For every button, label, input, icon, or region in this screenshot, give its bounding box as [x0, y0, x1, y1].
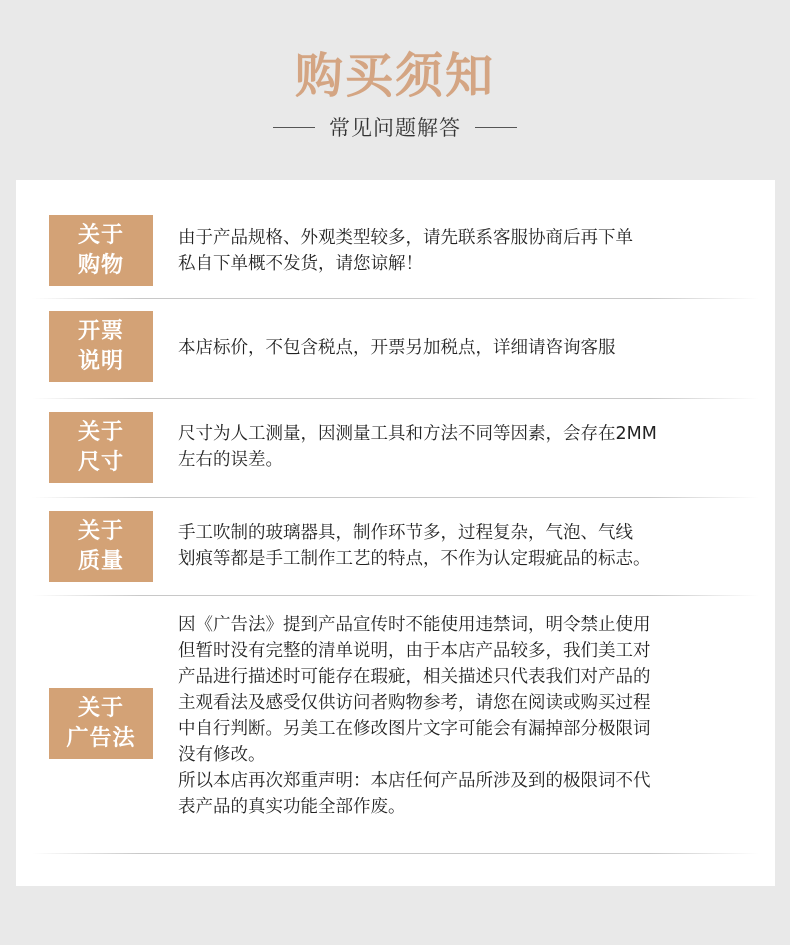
text-line: 尺寸为人工测量，因测量工具和方法不同等因素，会存在2MM [178, 424, 657, 444]
section-text-ad-law [178, 612, 763, 820]
badge-label-line2: 尺寸 [77, 449, 124, 475]
page-subtitle: 常见问题解答 [329, 116, 461, 140]
text-line: 因《广告法》提到产品宣传时不能使用违禁词，明令禁止使用 [178, 615, 651, 635]
subtitle-right-rule [475, 127, 517, 128]
badge-label-line2: 购物 [77, 252, 124, 278]
badge-label-line1: 关于 [77, 222, 124, 248]
section-divider [32, 398, 759, 399]
subtitle-left-rule [273, 127, 315, 128]
badge-label-line2: 质量 [77, 548, 124, 574]
text-line: 主观看法及感受仅供访问者购物参考，请您在阅读或购买过程 [178, 693, 651, 713]
text-line: 产品进行描述时可能存在瑕疵，相关描述只代表我们对产品的 [178, 667, 651, 687]
badge-size [49, 412, 153, 483]
section-divider [32, 853, 759, 854]
subtitle-row [0, 110, 790, 144]
badge-shopping [49, 215, 153, 286]
text-line: 中自行判断。另美工在修改图片文字可能会有漏掉部分极限词 [178, 719, 651, 739]
text-line: 本店标价，不包含税点，开票另加税点，详细请咨询客服 [178, 338, 616, 358]
text-line: 左右的误差。 [178, 450, 283, 470]
text-line: 手工吹制的玻璃器具，制作环节多，过程复杂，气泡、气线 [178, 523, 633, 543]
section-text-quality [178, 520, 763, 572]
text-line: 划痕等都是手工制作工艺的特点，不作为认定瑕疵品的标志。 [178, 549, 651, 569]
section-divider [32, 595, 759, 596]
section-text-invoice [178, 335, 763, 361]
badge-invoice [49, 311, 153, 382]
badge-quality [49, 511, 153, 582]
badge-label-line1: 开票 [77, 318, 124, 344]
badge-label-line2: 说明 [77, 348, 124, 374]
text-line: 由于产品规格、外观类型较多，请先联系客服协商后再下单 [178, 228, 633, 248]
text-line: 没有修改。 [178, 745, 266, 765]
section-text-size [178, 421, 763, 473]
text-line: 表产品的真实功能全部作废。 [178, 797, 406, 817]
section-text-shopping [178, 225, 763, 277]
badge-label-line1: 关于 [77, 419, 124, 445]
text-line: 但暂时没有完整的清单说明，由于本店产品较多，我们美工对 [178, 641, 651, 661]
badge-label-line1: 关于 [77, 518, 124, 544]
page-title: 购买须知 [294, 48, 495, 104]
badge-ad-law [49, 688, 153, 759]
section-divider [32, 497, 759, 498]
faq-card [16, 180, 775, 886]
text-line: 所以本店再次郑重声明：本店任何产品所涉及到的极限词不代 [178, 771, 651, 791]
badge-label-line2: 广告法 [66, 725, 136, 751]
section-divider [32, 298, 759, 299]
text-line: 私自下单概不发货，请您谅解！ [178, 254, 423, 274]
badge-label-line1: 关于 [77, 695, 124, 721]
